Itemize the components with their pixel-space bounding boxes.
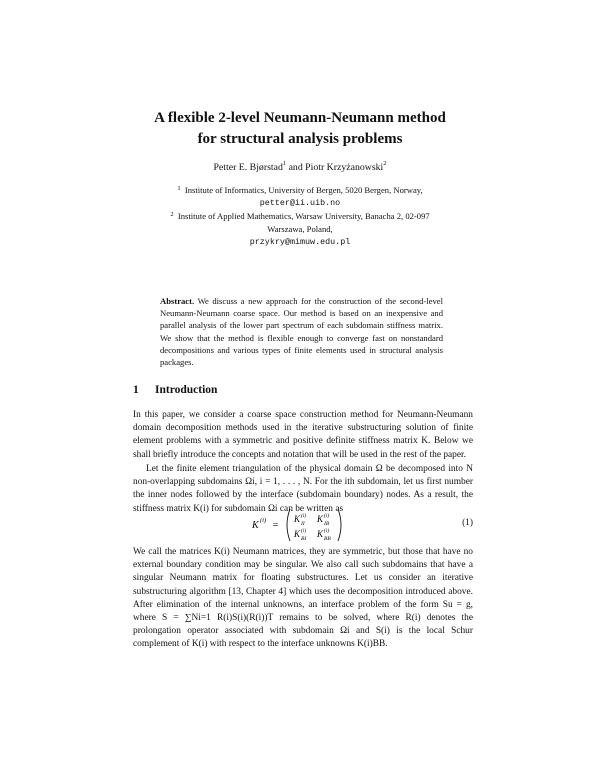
abstract-text: We discuss a new approach for the construction of the second-level Neumann-Neumann coarse space. Our method is based on an inexpensive and parallel analysis of the lower part spectrum of each subdomain stiffness matrix. We show that the method is flexible enough to converge fast on nonstandard decompositions and various types of finite elements used in structural analysis packages. (160, 296, 443, 368)
eq-k21: K (294, 529, 301, 539)
eq-k12: K (317, 514, 324, 524)
eq-equals: = (272, 520, 279, 531)
eq-lhs: K (252, 520, 259, 531)
body-paragraph-1 (133, 409, 473, 462)
paragraph-3-text: We call the matrices K(i) Neumann matrices, they are symmetric, but those that have no external boundary condition may be singular. We also call such subdomains that have a singular Neumann matrix for floating substructures. Let us consider an iterative substructuring algorithm [13, Chapter 4] which uses the decomposition introduced above. After elimination of the internal unknowns, an interface problem of the form Su = g, where S = ∑Ni=1 R(i)S(i)(R(i))T remains to be solved, where R(i) denotes the prolongation operator associated with subdomain Ωi and S(i) is the local Schur complement of K(i) with respect to the interface unknowns K(i)BB. (133, 547, 473, 650)
title-line-2: for structural analysis problems (197, 131, 403, 147)
abstract-label: Abstract. (160, 296, 195, 306)
author-line (0, 162, 600, 173)
section-number: 1 (133, 384, 139, 396)
affil-2-email: przykry@mimuw.edu.pl (249, 237, 351, 247)
equation-1 (0, 502, 600, 546)
equation-number: (1) (462, 518, 473, 528)
eq-k11-sup: (i) (301, 513, 307, 519)
eq-k21-sub: BI (301, 536, 307, 542)
section-title: Introduction (155, 384, 218, 396)
eq-right-paren (338, 509, 341, 541)
section-heading (133, 384, 217, 396)
equation-body (252, 506, 362, 547)
eq-k11-sub: II (301, 521, 305, 527)
affiliation-1 (0, 184, 600, 210)
affiliation-2 (0, 210, 600, 249)
eq-k12-sup: (i) (324, 513, 330, 519)
eq-k11: K (294, 514, 301, 524)
affil-2-text: Institute of Applied Mathematics, Warsaw University, Banacha 2, 02-097 (177, 211, 430, 221)
body-paragraph-3 (133, 546, 473, 652)
eq-lhs-sup: (i) (260, 517, 267, 524)
author-1-mark: 1 (282, 160, 287, 167)
affil-2-text-2: Warszawa, Poland, (267, 224, 333, 234)
paper-title (0, 108, 600, 150)
author-2-mark: 2 (383, 160, 387, 167)
eq-k22: K (317, 529, 324, 539)
eq-k12-sub: IB (324, 521, 330, 527)
eq-k22-sup: (i) (324, 528, 330, 534)
paragraph-2-text: Let the finite element triangulation of the physical domain Ω be decomposed into N non-overlapping subdomains Ωi, i = 1, . . . , N. For the ith subdomain, let us first number the inner nodes followed by the interface (subdomain boundary) nodes. As a result, the stiffness matrix K(i) for subdomain Ωi can be written as (133, 464, 473, 514)
affil-1-email: petter@ii.uib.no (259, 198, 341, 208)
equation-svg (252, 506, 362, 544)
eq-left-paren (287, 509, 290, 541)
affil-1-text: Institute of Informatics, University of Bergen, 5020 Bergen, Norway, (184, 185, 423, 195)
abstract (160, 295, 443, 368)
affil-1-mark: 1 (177, 185, 181, 192)
title-line-1: A flexible 2-level Neumann-Neumann method (154, 110, 446, 126)
eq-k22-sub: BB (324, 536, 331, 542)
author-2: and Piotr Krzyżanowski (286, 162, 384, 173)
author-1: Petter E. Bjørstad (213, 162, 283, 173)
affil-2-mark: 2 (170, 211, 174, 218)
paragraph-1-text: In this paper, we consider a coarse space construction method for Neumann-Neumann domain decomposition methods used in the iterative substructuring solution of finite element problems with a symmetric and positive definite stiffness matrix K. Below we shall briefly introduce the concepts and notation that will be used in the rest of the paper. (133, 410, 473, 460)
eq-k21-sup: (i) (301, 528, 307, 534)
